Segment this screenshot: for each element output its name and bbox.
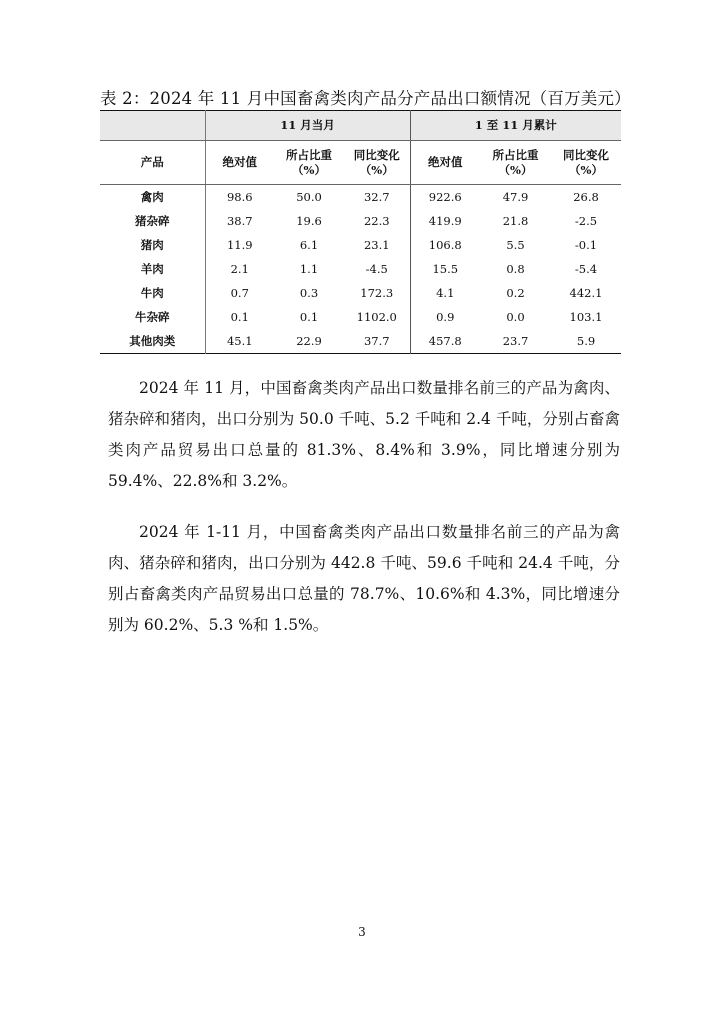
cell-cum-share: 0.8 <box>506 262 525 276</box>
cell-cum-absolute: 457.8 <box>410 329 480 354</box>
col-header-cum-share: 所占比重 （%） <box>480 141 551 185</box>
cell-product: 羊肉 <box>140 262 164 276</box>
col-header-cum-yoy: 同比变化 （%） <box>551 141 621 185</box>
table-row <box>100 329 621 354</box>
cell-cum-yoy: 442.1 <box>569 286 603 300</box>
cell-cum-share: 0.2 <box>506 286 525 300</box>
paragraph-november: 2024 年 11 月，中国畜禽类肉产品出口数量排名前三的产品为禽肉、猪杂碎和猪肉，出口分别为 50.0 千吨、5.2 千吨和 2.4 千吨，分别占畜禽类肉产品贸易出口总量的 81.3%、8.4%和 3.9%，同比增速分别为 59.4%、22.8%和 3.2%。 <box>108 379 620 490</box>
cell-cur-absolute: 0.7 <box>205 281 274 305</box>
cell-cur-absolute: 38.7 <box>205 209 274 233</box>
cell-cum-yoy: 5.9 <box>576 334 596 348</box>
table-caption: 表 2：2024 年 11 月中国畜禽类肉产品分产品出口额情况（百万美元） <box>100 89 631 108</box>
cell-product: 猪杂碎 <box>135 214 170 228</box>
page-number: 3 <box>358 925 366 939</box>
group-header-cumulative: 1 至 11 月累计 <box>410 111 621 141</box>
cell-product: 禽肉 <box>140 190 164 204</box>
group-header-empty <box>100 111 205 141</box>
cell-cur-yoy: 32.7 <box>363 190 390 204</box>
table-body <box>100 185 621 354</box>
cell-cur-share: 19.6 <box>296 214 322 228</box>
cell-cum-share: 23.7 <box>502 334 529 348</box>
cell-cur-share: 1.1 <box>299 262 319 276</box>
cell-cur-yoy: 37.7 <box>363 334 390 348</box>
col-header-product: 产品 <box>100 141 205 185</box>
table-row <box>100 209 621 233</box>
cell-cur-absolute: 2.1 <box>205 257 274 281</box>
cell-cum-share: 0.0 <box>506 310 525 324</box>
cell-cur-absolute: 11.9 <box>205 233 274 257</box>
cell-cur-yoy: 23.1 <box>363 238 390 252</box>
group-header-current: 11 月当月 <box>205 111 410 141</box>
cell-product: 猪肉 <box>140 238 164 252</box>
table-row <box>100 305 621 329</box>
col-header-cum-absolute: 绝对值 <box>410 141 480 185</box>
col-header-cur-share: 所占比重 （%） <box>274 141 344 185</box>
cell-cum-share: 47.9 <box>502 190 529 204</box>
export-table <box>100 110 621 354</box>
paragraph-jan-nov: 2024 年 1-11 月，中国畜禽类肉产品出口数量排名前三的产品为禽肉、猪杂碎和猪肉，出口分别为 442.8 千吨、59.6 千吨和 24.4 千吨，分别占畜禽类肉产品贸易出口总量的 78.7%、10.6%和 4.3%，同比增速分别为 60.2%、5.3 %和 1.5%。 <box>108 523 620 634</box>
cell-cur-share: 0.1 <box>299 310 319 324</box>
cell-product: 牛杂碎 <box>135 310 170 324</box>
table-row <box>100 257 621 281</box>
cell-cur-absolute: 45.1 <box>205 329 274 354</box>
cell-cum-yoy: -0.1 <box>574 238 598 252</box>
cell-cum-absolute: 0.9 <box>410 305 480 329</box>
group-header-row <box>100 111 621 141</box>
cell-cur-share: 22.9 <box>296 334 322 348</box>
table-row <box>100 185 621 210</box>
cell-cum-share: 21.8 <box>502 214 529 228</box>
cell-product: 其他肉类 <box>129 334 176 348</box>
cell-cur-yoy: -4.5 <box>365 262 388 276</box>
cell-cum-absolute: 106.8 <box>410 233 480 257</box>
table-row <box>100 281 621 305</box>
cell-cur-yoy: 172.3 <box>360 286 394 300</box>
cell-cum-yoy: -5.4 <box>574 262 598 276</box>
cell-cur-absolute: 98.6 <box>205 185 274 210</box>
cell-cur-share: 50.0 <box>296 190 322 204</box>
cell-cur-absolute: 0.1 <box>205 305 274 329</box>
table-row <box>100 233 621 257</box>
cell-cum-yoy: -2.5 <box>574 214 598 228</box>
cell-cum-absolute: 419.9 <box>410 209 480 233</box>
cell-cur-share: 0.3 <box>299 286 319 300</box>
cell-cum-yoy: 26.8 <box>573 190 599 204</box>
cell-cur-yoy: 1102.0 <box>356 310 397 324</box>
col-header-cur-absolute: 绝对值 <box>205 141 274 185</box>
cell-cum-absolute: 15.5 <box>410 257 480 281</box>
cell-cum-yoy: 103.1 <box>569 310 603 324</box>
cell-product: 牛肉 <box>140 286 164 300</box>
column-header-row <box>100 141 621 185</box>
cell-cum-absolute: 922.6 <box>410 185 480 210</box>
cell-cur-share: 6.1 <box>299 238 319 252</box>
cell-cur-yoy: 22.3 <box>363 214 390 228</box>
col-header-cur-yoy: 同比变化 （%） <box>344 141 410 185</box>
cell-cum-share: 5.5 <box>506 238 525 252</box>
cell-cum-absolute: 4.1 <box>410 281 480 305</box>
